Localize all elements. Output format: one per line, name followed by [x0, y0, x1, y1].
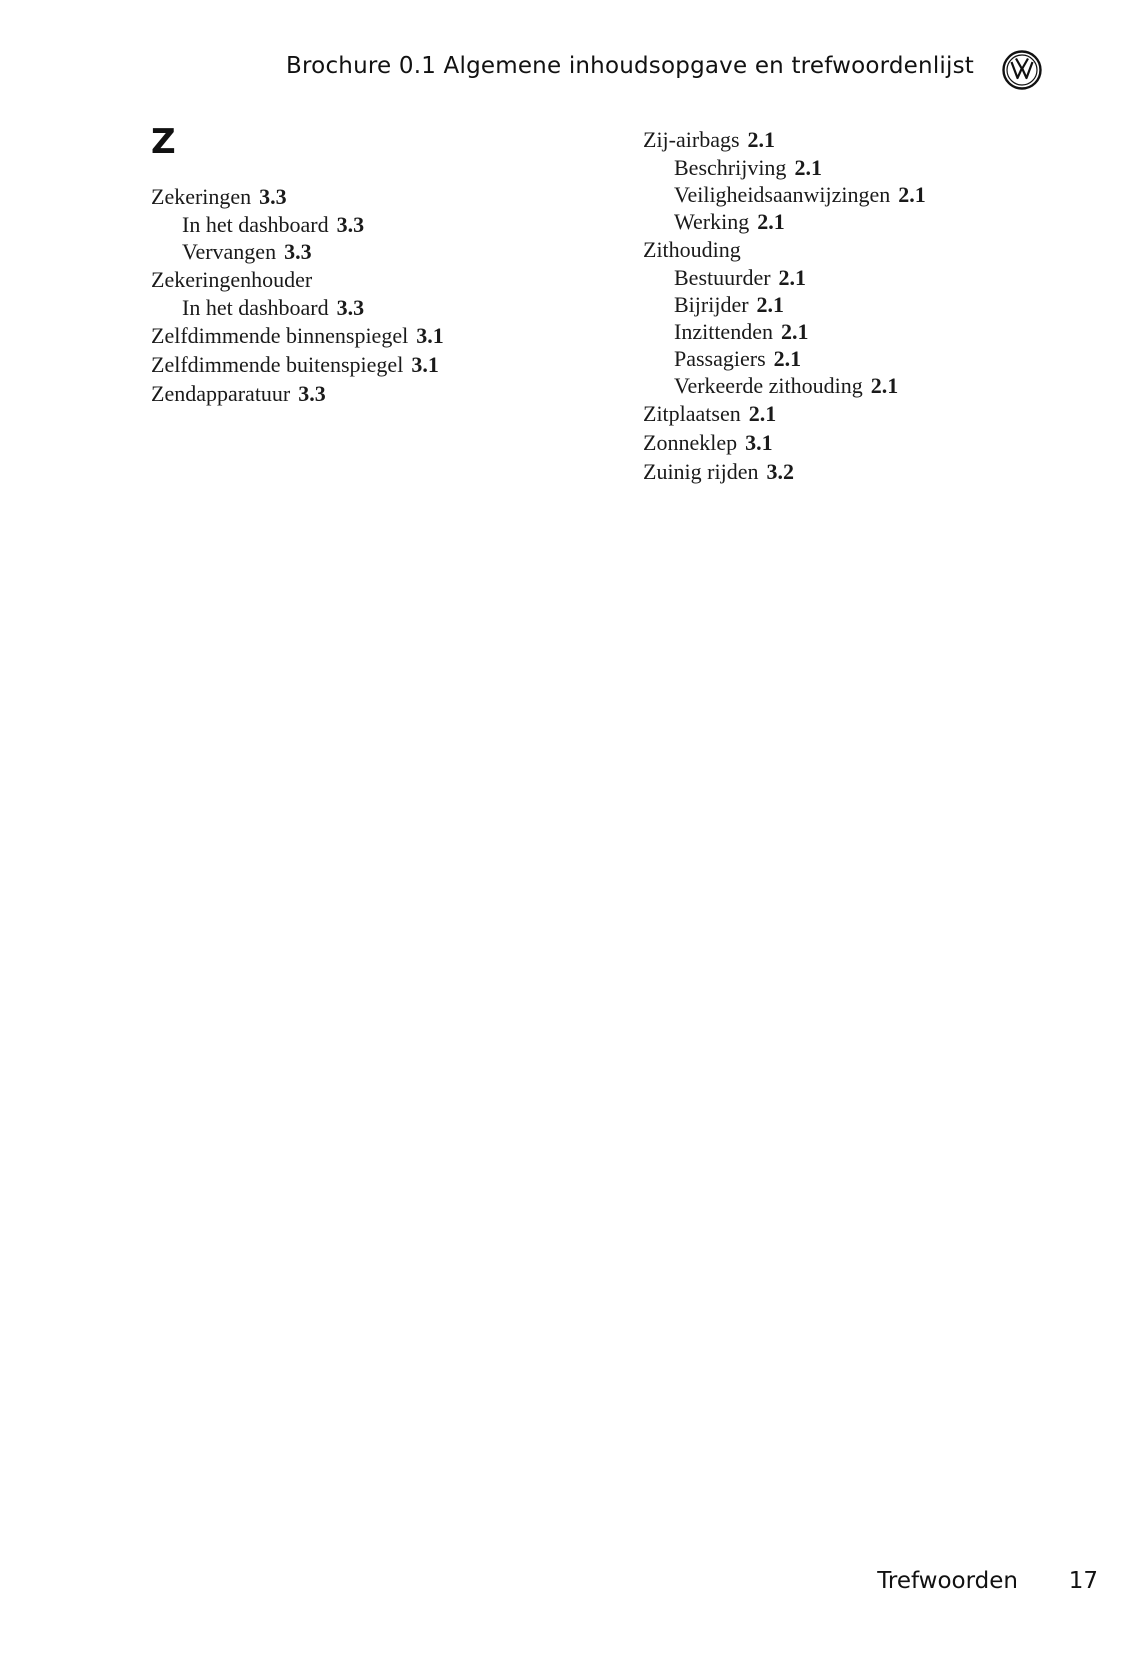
index-reference: 2.1 [794, 155, 822, 180]
index-subentry [643, 154, 926, 181]
index-subentry [643, 345, 926, 372]
index-entry [643, 235, 926, 264]
index-reference: 3.2 [766, 459, 794, 484]
index-reference: 3.1 [745, 430, 773, 455]
index-reference: 3.1 [411, 352, 439, 377]
index-term: Zithouding [643, 237, 741, 262]
index-term: Zekeringen [151, 184, 252, 209]
index-term: Vervangen [182, 239, 277, 264]
index-term: In het dashboard [182, 212, 329, 237]
index-entry [151, 182, 444, 211]
index-entry [643, 125, 926, 154]
page-number: 17 [1068, 1568, 1098, 1594]
index-entry [151, 350, 444, 379]
index-term: In het dashboard [182, 295, 329, 320]
index-subentry [643, 291, 926, 318]
index-reference: 2.1 [756, 292, 785, 317]
index-reference: 3.3 [284, 239, 312, 264]
index-reference: 2.1 [898, 182, 926, 207]
index-subentry [151, 294, 444, 321]
index-term: Zij-airbags [643, 127, 740, 152]
index-term: Verkeerde zithouding [674, 373, 863, 398]
index-term: Zelfdimmende buitenspiegel [151, 352, 404, 377]
index-reference: 2.1 [757, 209, 785, 234]
index-term: Zitplaatsen [643, 401, 741, 426]
index-entry [151, 379, 444, 408]
index-term: Zelfdimmende binnenspiegel [151, 323, 409, 348]
index-term: Passagiers [674, 346, 766, 371]
index-term: Zuinig rijden [643, 459, 759, 484]
index-column-right [643, 125, 926, 486]
index-term: Veiligheidsaanwijzingen [674, 182, 891, 207]
index-reference: 2.1 [778, 265, 807, 290]
index-subentry [643, 264, 926, 291]
index-reference: 3.3 [298, 381, 326, 406]
index-reference: 2.1 [747, 127, 776, 152]
index-entry [151, 265, 444, 294]
index-subentry [643, 318, 926, 345]
index-term: Werking [674, 209, 750, 234]
footer-section-label: Trefwoorden [877, 1568, 1018, 1594]
index-reference: 3.1 [416, 323, 444, 348]
index-column-left [151, 182, 444, 408]
index-term: Bijrijder [674, 292, 749, 317]
index-entry [643, 428, 926, 457]
index-term: Bestuurder [674, 265, 771, 290]
index-subentry [151, 211, 444, 238]
index-term: Zekeringenhouder [151, 267, 313, 292]
index-reference: 2.1 [870, 373, 899, 398]
index-reference: 2.1 [748, 401, 777, 426]
index-term: Zendapparatuur [151, 381, 291, 406]
index-term: Beschrijving [674, 155, 787, 180]
index-reference: 3.3 [259, 184, 287, 209]
index-reference: 2.1 [773, 346, 802, 371]
index-entry [643, 457, 926, 486]
index-subentry [643, 372, 926, 399]
vw-logo-icon [1002, 50, 1042, 90]
section-letter: Z [151, 122, 176, 162]
index-entry [151, 321, 444, 350]
index-reference: 2.1 [780, 319, 809, 344]
index-term: Inzittenden [674, 319, 773, 344]
page-title: Brochure 0.1 Algemene inhoudsopgave en trefwoordenlijst [286, 53, 974, 79]
index-subentry [151, 238, 444, 265]
index-subentry [643, 181, 926, 208]
index-entry [643, 399, 926, 428]
index-reference: 3.3 [336, 295, 365, 320]
index-reference: 3.3 [336, 212, 365, 237]
index-subentry [643, 208, 926, 235]
index-term: Zonneklep [643, 430, 738, 455]
